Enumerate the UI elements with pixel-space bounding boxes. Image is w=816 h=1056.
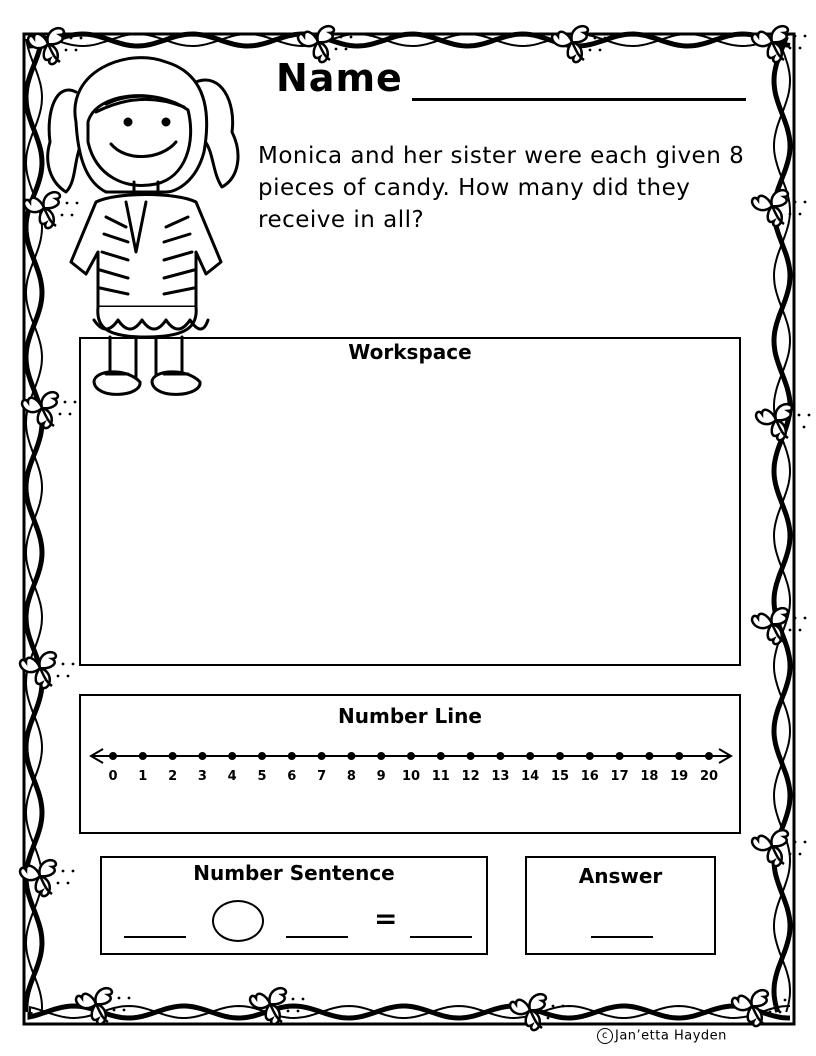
number-line-tick-label: 18 [640, 769, 659, 784]
decorative-dot [794, 201, 797, 204]
shamrock-icon [752, 187, 791, 229]
decorative-dot [769, 1011, 772, 1014]
number-line-point [586, 752, 594, 760]
decorative-dot [599, 49, 602, 52]
number-line-point [705, 752, 713, 760]
number-line-point [347, 752, 355, 760]
number-line-point [675, 752, 683, 760]
decorative-dot [589, 49, 592, 52]
decorative-dot [799, 47, 802, 50]
number-line-tick-label: 17 [610, 769, 629, 784]
decorative-dot [72, 870, 75, 873]
name-input-line[interactable] [412, 98, 746, 101]
decorative-dot [798, 414, 801, 417]
decorative-dot [57, 882, 60, 885]
number-line-tick-label: 20 [699, 769, 719, 784]
number-line-tick-label: 10 [401, 769, 421, 784]
answer-box [525, 856, 716, 955]
addend-blank-2[interactable] [286, 936, 348, 938]
number-line-tick-label: 14 [521, 769, 540, 784]
shamrock-icon [752, 827, 791, 869]
number-line-point [169, 752, 177, 760]
shamrock-icon [76, 985, 115, 1027]
decorative-dot [340, 36, 343, 39]
number-line-tick-label: 1 [138, 769, 148, 784]
number-line-point [258, 752, 266, 760]
shamrock-icon [732, 987, 771, 1029]
word-problem-text: Monica and her sister were each given 8 pieces of candy. How many did they receive in all? [258, 143, 745, 233]
number-line-tick-label: 2 [168, 769, 178, 784]
number-line-point [556, 752, 564, 760]
number-line [81, 696, 743, 836]
decorative-dot [65, 49, 68, 52]
number-line-point [288, 752, 296, 760]
number-sentence-box [100, 856, 488, 955]
decorative-dot [794, 35, 797, 38]
workspace-title: Workspace [348, 340, 472, 364]
number-line-point [139, 752, 147, 760]
decorative-dot [604, 37, 607, 40]
number-line-tick-label: 7 [317, 769, 327, 784]
number-line-tick-label: 6 [287, 769, 297, 784]
decorative-dot [799, 853, 802, 856]
number-line-tick-label: 3 [197, 769, 207, 784]
decorative-dot [804, 841, 807, 844]
decorative-dot [335, 48, 338, 51]
decorative-dot [794, 841, 797, 844]
copyright-icon: c [597, 1028, 613, 1044]
decorative-dot [113, 1009, 116, 1012]
decorative-dot [552, 1005, 555, 1008]
number-line-point [109, 752, 117, 760]
number-line-point [318, 752, 326, 760]
decorative-dot [803, 426, 806, 429]
number-line-point [526, 752, 534, 760]
number-line-point [645, 752, 653, 760]
decorative-dot [594, 37, 597, 40]
number-line-point [616, 752, 624, 760]
number-line-tick-label: 19 [670, 769, 689, 784]
workspace-box[interactable] [79, 337, 741, 666]
decorative-dot [789, 629, 792, 632]
decorative-dot [67, 675, 70, 678]
decorative-dot [292, 998, 295, 1001]
name-label: Name [276, 56, 403, 100]
number-sentence-title: Number Sentence [193, 861, 395, 885]
number-line-point [407, 752, 415, 760]
decorative-dot [57, 675, 60, 678]
decorative-dot [302, 998, 305, 1001]
number-line-point [377, 752, 385, 760]
number-line-tick-label: 11 [431, 769, 450, 784]
decorative-dot [80, 37, 83, 40]
number-line-box [79, 694, 741, 834]
number-line-point [198, 752, 206, 760]
number-line-tick-label: 16 [580, 769, 599, 784]
number-line-tick-label: 4 [227, 769, 237, 784]
decorative-dot [350, 36, 353, 39]
decorative-dot [123, 1009, 126, 1012]
sum-blank[interactable] [410, 936, 472, 938]
decorative-dot [784, 999, 787, 1002]
decorative-dot [297, 1010, 300, 1013]
decorative-dot [804, 201, 807, 204]
decorative-dot [69, 413, 72, 416]
decorative-dot [779, 1011, 782, 1014]
decorative-dot [345, 48, 348, 51]
decorative-dot [67, 882, 70, 885]
addend-blank-1[interactable] [124, 936, 186, 938]
decorative-dot [804, 617, 807, 620]
decorative-dot [774, 999, 777, 1002]
decorative-dot [789, 213, 792, 216]
number-line-tick-label: 0 [108, 769, 118, 784]
decorative-dot [794, 617, 797, 620]
number-line-tick-label: 5 [257, 769, 267, 784]
number-line-tick-label: 9 [376, 769, 386, 784]
decorative-dot [799, 213, 802, 216]
number-line-tick-label: 13 [491, 769, 510, 784]
decorative-dot [62, 663, 65, 666]
decorative-dot [70, 37, 73, 40]
equals-sign: = [374, 902, 398, 935]
number-line-point [228, 752, 236, 760]
answer-title: Answer [578, 864, 663, 888]
operator-circle[interactable] [212, 900, 264, 942]
number-line-tick-label: 12 [461, 769, 480, 784]
decorative-dot [789, 47, 792, 50]
decorative-dot [287, 1010, 290, 1013]
decorative-dot [75, 49, 78, 52]
decorative-dot [118, 997, 121, 1000]
decorative-dot [808, 414, 811, 417]
decorative-dot [804, 35, 807, 38]
number-line-title: Number Line [338, 704, 482, 728]
copyright-notice [597, 1028, 727, 1044]
answer-blank[interactable] [591, 936, 653, 938]
copyright-text: Jan’etta Hayden [615, 1028, 727, 1044]
decorative-dot [128, 997, 131, 1000]
number-line-point [496, 752, 504, 760]
number-line-point [437, 752, 445, 760]
decorative-dot [557, 1017, 560, 1020]
number-line-point [467, 752, 475, 760]
decorative-dot [547, 1017, 550, 1020]
decorative-dot [72, 663, 75, 666]
decorative-dot [793, 426, 796, 429]
number-line-tick-label: 15 [550, 769, 570, 784]
decorative-dot [62, 870, 65, 873]
number-line-tick-label: 8 [346, 769, 356, 784]
decorative-dot [789, 853, 792, 856]
decorative-dot [562, 1005, 565, 1008]
decorative-dot [59, 413, 62, 416]
decorative-dot [799, 629, 802, 632]
